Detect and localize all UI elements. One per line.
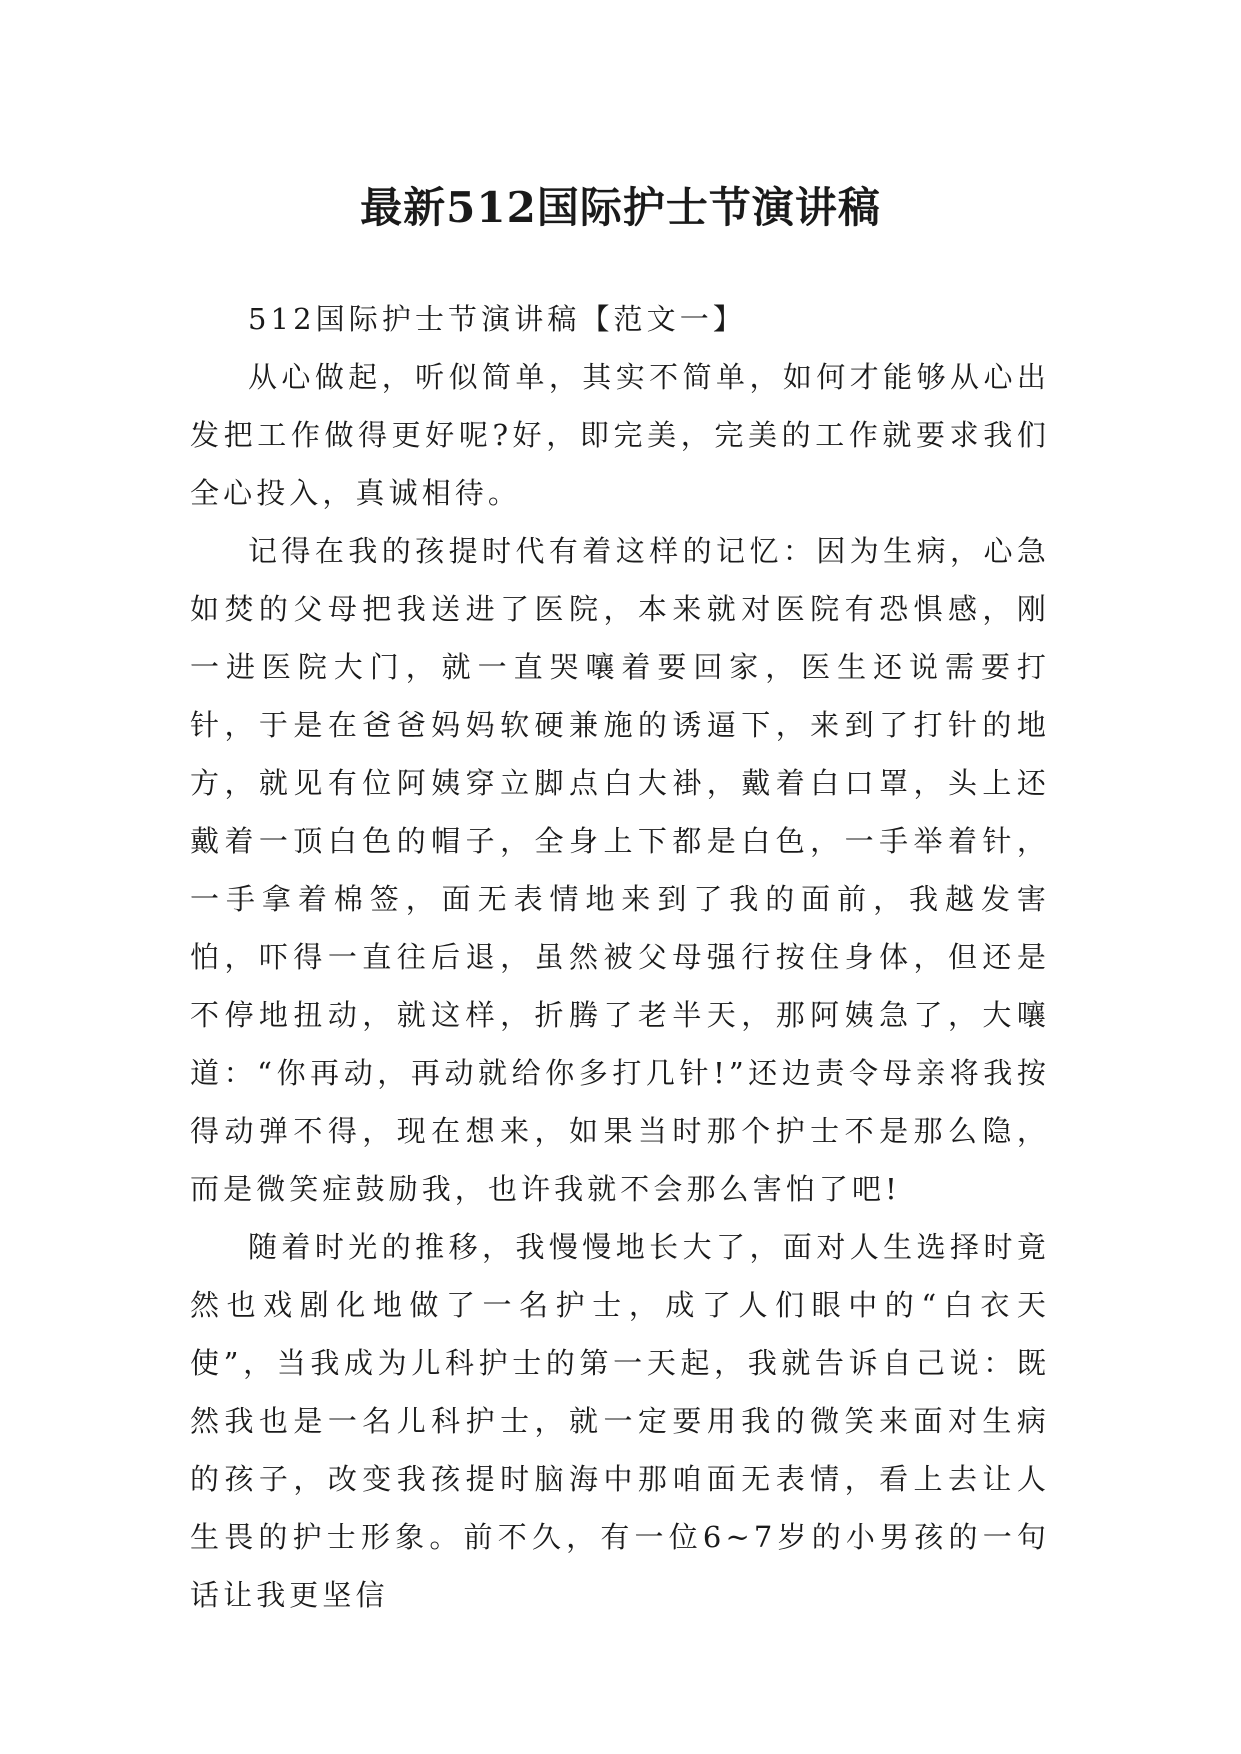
paragraph: 随着时光的推移，我慢慢地长大了，面对人生选择时竟然也戏剧化地做了一名护士，成了人们眼中的“白衣天使”，当我成为儿科护士的第一天起，我就告诉自己说：既然我也是一名儿科护士，就一定要用我的微笑来面对生病的孩子，改变我孩提时脑海中那咱面无表情，看上去让人生畏的护士形象。前不久，有一位6~7岁的小男孩的一句话让我更坚信 (190, 1230, 1050, 1612)
document-title: 最新512国际护士节演讲稿 (360, 183, 881, 233)
document-body (190, 290, 1050, 1624)
paragraph: 从心做起，听似简单，其实不简单，如何才能够从心出发把工作做得更好呢?好，即完美，完美的工作就要求我们全心投入，真诚相待。 (190, 360, 1050, 510)
paragraph: 记得在我的孩提时代有着这样的记忆：因为生病，心急如焚的父母把我送进了医院，本来就对医院有恐惧感，刚一进医院大门，就一直哭嚷着要回家，医生还说需要打针，于是在爸爸妈妈软硬兼施的诱逼下，来到了打针的地方，就见有位阿姨穿立脚点白大褂，戴着白口罩，头上还戴着一顶白色的帽子，全身上下都是白色，一手举着针，一手拿着棉签，面无表情地来到了我的面前，我越发害怕，吓得一直往后退，虽然被父母强行按住身体，但还是不停地扭动，就这样，折腾了老半天，那阿姨急了，大嚷道：“你再动，再动就给你多打几针!”还边责令母亲将我按得动弹不得，现在想来，如果当时那个护士不是那么隐，而是微笑症鼓励我，也许我就不会那么害怕了吧! (190, 534, 1050, 1206)
paragraph-heading: 512国际护士节演讲稿【范文一】 (248, 302, 746, 336)
